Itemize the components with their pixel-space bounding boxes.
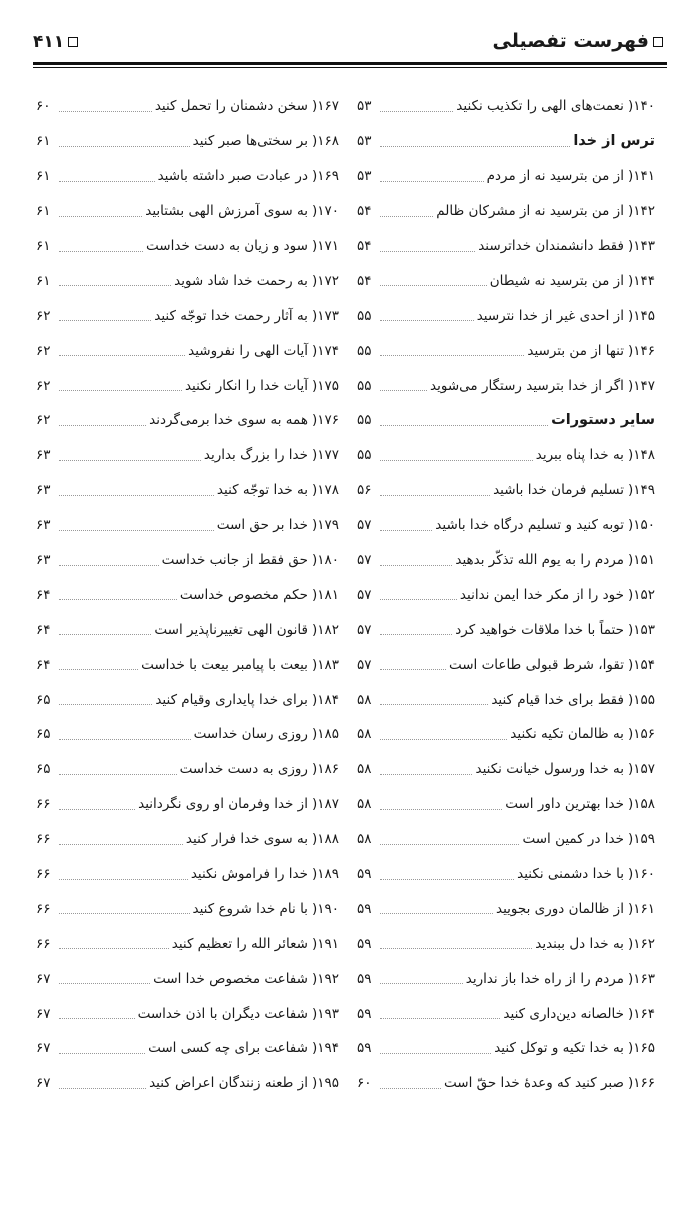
entry-title: اگر از خدا بترسید رستگار می‌شوید <box>430 377 624 394</box>
entry-number: ) ۱۴۱ <box>628 168 655 184</box>
dot-leader <box>59 1053 145 1054</box>
toc-page-number: ۵۶ <box>357 482 372 499</box>
toc-entry <box>36 891 339 926</box>
entry-number: ) ۱۹۳ <box>312 1006 339 1022</box>
toc-entry <box>36 89 339 124</box>
dot-leader <box>59 669 138 670</box>
entry-title: از من بترسید نه از مردم <box>486 168 624 185</box>
entry-number: ) ۱۸۵ <box>312 726 339 742</box>
dot-leader <box>59 111 152 112</box>
dot-leader <box>59 355 185 356</box>
entry-number: ) ۱۶۳ <box>628 971 655 987</box>
toc-entry <box>357 1066 655 1101</box>
entry-number: ) ۱۴۰ <box>628 98 655 114</box>
entry-title: حکم مخصوص خداست <box>179 586 308 603</box>
entry-number: ) ۱۹۱ <box>312 936 339 952</box>
toc-entry <box>36 438 339 473</box>
entry-number: ) ۱۴۸ <box>628 447 655 463</box>
entry-number: ) ۱۵۴ <box>628 657 655 673</box>
entry-title: از ظالمان دوری بجویید <box>496 900 624 917</box>
entry-number: ) ۱۸۳ <box>312 657 339 673</box>
dot-leader <box>380 1053 491 1054</box>
entry-number: ) ۱۷۰ <box>312 203 339 219</box>
toc-page-number: ۶۲ <box>36 307 51 324</box>
toc-entry <box>357 682 655 717</box>
toc-entry <box>357 857 655 892</box>
toc-page-number: ۵۷ <box>357 517 372 534</box>
toc-entry <box>36 577 339 612</box>
entry-number: ) ۱۷۵ <box>312 378 339 394</box>
entry-title: خالصانه دین‌داری کنید <box>503 1005 624 1022</box>
header-rule-thin <box>33 67 667 68</box>
toc-page-number: ۶۲ <box>36 377 51 394</box>
dot-leader <box>59 1018 135 1019</box>
entry-title: شفاعت برای چه کسی است <box>148 1040 308 1057</box>
dot-leader <box>380 320 474 321</box>
entry-title: برای خدا پایداری وقیام کنید <box>155 691 308 708</box>
entry-number: ) ۱۸۶ <box>312 761 339 777</box>
dot-leader <box>59 913 190 914</box>
toc-page-number: ۶۷ <box>36 970 51 987</box>
dot-leader <box>380 530 432 531</box>
toc-entry <box>36 263 339 298</box>
header-page-number <box>33 32 82 52</box>
toc-entry <box>36 229 339 264</box>
toc-page-number: ۵۹ <box>357 935 372 952</box>
toc-page-number: ۵۷ <box>357 621 372 638</box>
toc-entry <box>36 926 339 961</box>
entry-number: ) ۱۸۹ <box>312 866 339 882</box>
toc-entry <box>36 368 339 403</box>
dot-leader <box>59 460 201 461</box>
dot-leader <box>380 565 452 566</box>
toc-page-number: ۶۶ <box>36 935 51 952</box>
entry-title: آیات الهی را نفروشید <box>188 342 308 359</box>
entry-number: ) ۱۶۴ <box>628 1006 655 1022</box>
entry-number: ) ۱۴۳ <box>628 238 655 254</box>
toc-page-number: ۵۸ <box>357 761 372 778</box>
toc-page-number: ۶۶ <box>36 831 51 848</box>
toc-page-number: ۵۳ <box>357 98 372 115</box>
toc-entry <box>357 263 655 298</box>
entry-title: خدا در کمین است <box>522 831 624 848</box>
dot-leader <box>59 390 182 391</box>
entry-title: تسلیم فرمان خدا باشید <box>493 482 624 499</box>
entry-number: ) ۱۵۰ <box>628 517 655 533</box>
toc-page-number: ۵۴ <box>357 238 372 254</box>
toc-page-number: ۵۹ <box>357 970 372 987</box>
dot-leader <box>59 146 190 147</box>
entry-title: همه به سوی خدا برمی‌گردند <box>149 412 308 429</box>
entry-number: ) ۱۶۸ <box>312 133 339 149</box>
toc-entry <box>357 577 655 612</box>
entry-title: قانون الهی تغییرناپذیر است <box>154 621 308 638</box>
entry-title: حتماً با خدا ملاقات خواهید کرد <box>455 621 624 638</box>
dot-leader <box>380 669 446 670</box>
toc-entry <box>357 229 655 264</box>
entry-title: شفاعت دیگران با اذن خداست <box>137 1005 308 1022</box>
entry-number: ) ۱۷۸ <box>312 482 339 498</box>
toc-entry <box>357 647 655 682</box>
toc-entry <box>36 194 339 229</box>
header-rule-thick <box>33 62 667 65</box>
toc-column-left <box>36 89 339 1101</box>
dot-leader <box>380 704 488 705</box>
toc-page-number: ۶۱ <box>36 238 51 254</box>
dot-leader <box>380 1018 500 1019</box>
entry-title: به خدا ورسول خیانت نکنید <box>475 761 624 778</box>
toc-entry <box>357 961 655 996</box>
toc-entry <box>36 159 339 194</box>
entry-number: ) ۱۸۱ <box>312 587 339 603</box>
section-title: ترس از خدا <box>573 133 655 150</box>
dot-leader <box>380 634 452 635</box>
entry-title: با نام خدا شروع کنید <box>192 900 308 917</box>
toc-entry <box>357 333 655 368</box>
dot-leader <box>380 181 484 182</box>
section-title: سایر دستورات <box>551 412 655 429</box>
toc-entry <box>36 543 339 578</box>
entry-number: ) ۱۵۵ <box>628 692 655 708</box>
toc-page-number: ۵۹ <box>357 900 372 917</box>
dot-leader <box>380 146 570 147</box>
toc-entry <box>357 891 655 926</box>
entry-title: مردم را از راه خدا باز ندارید <box>465 970 624 987</box>
toc-entry <box>357 787 655 822</box>
entry-title: آیات خدا را انکار نکنید <box>184 377 308 394</box>
dot-leader <box>59 565 159 566</box>
header-title <box>493 30 667 52</box>
toc-page-number: ۵۹ <box>357 1005 372 1022</box>
toc-page-number: ۵۷ <box>357 586 372 603</box>
toc-entry <box>357 926 655 961</box>
toc-page-number: ۵۴ <box>357 203 372 220</box>
dot-leader <box>380 111 453 112</box>
entry-number: ) ۱۷۱ <box>312 238 339 254</box>
entry-number: ) ۱۶۶ <box>628 1075 655 1091</box>
entry-title: سخن دشمنان را تحمل کنید <box>154 98 308 115</box>
entry-number: ) ۱۵۹ <box>628 831 655 847</box>
dot-leader <box>380 739 507 740</box>
toc-page-number: ۶۳ <box>36 482 51 499</box>
toc-entry <box>36 682 339 717</box>
entry-number: ) ۱۵۲ <box>628 587 655 603</box>
toc-entry <box>36 473 339 508</box>
dot-leader <box>59 704 152 705</box>
toc-page-number: ۵۸ <box>357 691 372 708</box>
toc-page-number: ۵۷ <box>357 552 372 569</box>
dot-leader <box>59 844 183 845</box>
dot-leader <box>59 948 169 949</box>
toc-page-number: ۶۷ <box>36 1040 51 1057</box>
dot-leader <box>59 1088 146 1089</box>
dot-leader <box>59 216 142 217</box>
toc-entry <box>36 612 339 647</box>
entry-title: با خدا دشمنی نکنید <box>517 866 624 883</box>
dot-leader <box>380 355 524 356</box>
entry-title: شعائر الله را تعظیم کنید <box>171 935 308 952</box>
toc-entry <box>36 403 339 438</box>
entry-title: بر سختی‌ها صبر کنید <box>192 133 308 150</box>
toc-column-right <box>357 89 655 1101</box>
running-header <box>33 28 667 60</box>
dot-leader <box>380 599 457 600</box>
entry-title: به آثار رحمت خدا توجّه کنید <box>154 307 308 324</box>
dot-leader <box>380 948 532 949</box>
toc-entry <box>357 822 655 857</box>
dot-leader <box>380 844 519 845</box>
toc-entry <box>357 612 655 647</box>
entry-number: ) ۱۴۵ <box>628 308 655 324</box>
entry-title: شفاعت مخصوص خدا است <box>153 970 308 987</box>
entry-title: از طعنه زنندگان اعراض کنید <box>149 1075 308 1092</box>
square-bullet-icon <box>653 37 663 47</box>
entry-title: نعمت‌های الهی را تکذیب نکنید <box>456 98 624 115</box>
dot-leader <box>59 599 177 600</box>
entry-number: ) ۱۷۳ <box>312 308 339 324</box>
entry-number: ) ۱۵۶ <box>628 726 655 742</box>
toc-entry <box>36 508 339 543</box>
entry-number: ) ۱۷۷ <box>312 447 339 463</box>
toc-entry <box>357 159 655 194</box>
entry-number: ) ۱۹۵ <box>312 1075 339 1091</box>
entry-title: به سوی خدا فرار کنید <box>185 831 308 848</box>
entry-number: ) ۱۶۵ <box>628 1040 655 1056</box>
toc-entry <box>357 368 655 403</box>
dot-leader <box>380 983 463 984</box>
entry-number: ) ۱۸۷ <box>312 796 339 812</box>
toc-page-number: ۵۸ <box>357 726 372 743</box>
entry-number: ) ۱۷۲ <box>312 273 339 289</box>
entry-number: ) ۱۸۲ <box>312 622 339 638</box>
toc-entry <box>36 996 339 1031</box>
entry-title: به خدا پناه ببرید <box>535 447 624 464</box>
entry-number: ) ۱۶۹ <box>312 168 339 184</box>
toc-page-number: ۵۸ <box>357 796 372 813</box>
entry-title: به خدا توجّه کنید <box>216 482 308 499</box>
dot-leader <box>59 739 191 740</box>
dot-leader <box>380 216 433 217</box>
dot-leader <box>380 879 514 880</box>
dot-leader <box>380 1088 441 1089</box>
toc-entry <box>357 508 655 543</box>
toc-page-number: ۵۵ <box>357 447 372 464</box>
toc-entry <box>36 333 339 368</box>
toc-page-number: ۶۴ <box>36 656 51 673</box>
toc-page-number: ۵۵ <box>357 412 372 429</box>
toc-page-number: ۶۱ <box>36 203 51 220</box>
entry-number: ) ۱۶۰ <box>628 866 655 882</box>
entry-title: مردم را به یوم الله تذکّر بدهید <box>455 552 624 569</box>
toc-page-number: ۵۵ <box>357 307 372 324</box>
toc-entry <box>357 1031 655 1066</box>
toc-entry <box>36 298 339 333</box>
entry-title: خدا بر حق است <box>216 517 308 534</box>
entry-number: ) ۱۴۹ <box>628 482 655 498</box>
entry-title: تقوا، شرط قبولی طاعات است <box>448 656 624 673</box>
entry-title: از خدا وفرمان او روی نگردانید <box>138 796 308 813</box>
dot-leader <box>59 320 151 321</box>
toc-entry <box>36 961 339 996</box>
entry-title: صبر کنید که وعدهٔ خدا حقّ است <box>444 1075 624 1092</box>
entry-number: ) ۱۶۲ <box>628 936 655 952</box>
toc-entry <box>36 124 339 159</box>
toc-page-number: ۵۹ <box>357 866 372 883</box>
toc-entry <box>357 473 655 508</box>
entry-title: بیعت با پیامبر بیعت با خداست <box>141 656 308 673</box>
toc-page-number: ۵۵ <box>357 342 372 359</box>
dot-leader <box>380 285 487 286</box>
toc-page-number: ۶۴ <box>36 621 51 638</box>
toc-page-number: ۶۲ <box>36 342 51 359</box>
toc-entry <box>357 752 655 787</box>
toc-page-number: ۶۱ <box>36 168 51 185</box>
toc-page-number: ۶۷ <box>36 1005 51 1022</box>
dot-leader <box>380 495 490 496</box>
toc-entry <box>357 298 655 333</box>
toc-page-number: ۶۵ <box>36 761 51 778</box>
toc-entry <box>36 787 339 822</box>
entry-number: ) ۱۷۴ <box>312 343 339 359</box>
entry-title: به ظالمان تکیه نکنید <box>510 726 624 743</box>
dot-leader <box>380 809 502 810</box>
toc-entry <box>357 89 655 124</box>
entry-title: توبه کنید و تسلیم درگاه خدا باشید <box>435 517 624 534</box>
entry-number: ) ۱۸۰ <box>312 552 339 568</box>
toc-page-number: ۵۷ <box>357 656 372 673</box>
toc-entry <box>36 1066 339 1101</box>
dot-leader <box>380 460 533 461</box>
header-title-text: فهرست تفصیلی <box>492 30 649 52</box>
dot-leader <box>59 983 150 984</box>
toc-page-number: ۶۷ <box>36 1075 51 1092</box>
toc-page-number: ۵۴ <box>357 272 372 289</box>
toc-entry <box>357 543 655 578</box>
entry-number: ) ۱۷۹ <box>312 517 339 533</box>
dot-leader <box>59 809 135 810</box>
dot-leader <box>59 251 143 252</box>
square-bullet-icon <box>68 37 78 47</box>
toc-entry <box>36 647 339 682</box>
entry-number: ) ۱۸۸ <box>312 831 339 847</box>
entry-title: از من بترسید نه شیطان <box>489 272 624 289</box>
toc-entry <box>36 857 339 892</box>
dot-leader <box>380 390 427 391</box>
entry-title: خدا را فراموش نکنید <box>190 866 308 883</box>
toc-entry <box>357 717 655 752</box>
entry-title: خدا بهترین داور است <box>505 796 624 813</box>
toc-page-number: ۶۳ <box>36 552 51 569</box>
dot-leader <box>59 879 188 880</box>
entry-title: روزی به دست خداست <box>179 761 308 778</box>
toc-page-number: ۵۳ <box>357 133 372 150</box>
entry-number: ) ۱۴۷ <box>628 378 655 394</box>
entry-number: ) ۱۹۴ <box>312 1040 339 1056</box>
entry-title: در عبادت صبر داشته باشید <box>157 168 308 185</box>
entry-title: خود را از مکر خدا ایمن ندانید <box>459 586 624 603</box>
entry-title: روزی رسان خداست <box>193 726 308 743</box>
toc-section-heading <box>357 403 655 438</box>
toc-page-number: ۶۰ <box>36 98 51 115</box>
dot-leader <box>380 913 493 914</box>
entry-title: خدا را بزرگ بدارید <box>203 447 308 464</box>
toc-page-number: ۵۸ <box>357 831 372 848</box>
dot-leader <box>380 251 475 252</box>
dot-leader <box>59 495 214 496</box>
dot-leader <box>59 774 177 775</box>
dot-leader <box>380 425 548 426</box>
toc-page-number: ۶۶ <box>36 796 51 813</box>
dot-leader <box>59 285 171 286</box>
toc-entry <box>36 717 339 752</box>
entry-number: ) ۱۵۷ <box>628 761 655 777</box>
toc-page-number: ۶۰ <box>357 1075 372 1092</box>
toc-page-number: ۶۱ <box>36 133 51 150</box>
toc-page-number: ۶۵ <box>36 726 51 743</box>
toc-entry <box>36 1031 339 1066</box>
dot-leader <box>380 774 472 775</box>
entry-title: به خدا دل ببندید <box>535 935 624 952</box>
toc-page-number: ۵۵ <box>357 377 372 394</box>
entry-number: ) ۱۶۱ <box>628 901 655 917</box>
toc-page-number: ۶۳ <box>36 447 51 464</box>
entry-number: ) ۱۸۴ <box>312 692 339 708</box>
dot-leader <box>59 530 214 531</box>
entry-number: ) ۱۷۶ <box>312 412 339 428</box>
entry-number: ) ۱۵۸ <box>628 796 655 812</box>
toc-section-heading <box>357 124 655 159</box>
entry-number: ) ۱۴۲ <box>628 203 655 219</box>
dot-leader <box>59 634 151 635</box>
toc-entry <box>36 752 339 787</box>
toc-page-number: ۶۴ <box>36 586 51 603</box>
entry-number: ) ۱۹۰ <box>312 901 339 917</box>
toc-entry <box>357 194 655 229</box>
entry-number: ) ۱۹۲ <box>312 971 339 987</box>
toc-page-number: ۶۵ <box>36 691 51 708</box>
entry-number: ) ۱۵۳ <box>628 622 655 638</box>
toc-page-number: ۶۱ <box>36 272 51 289</box>
entry-title: فقط دانشمندان خداترسند <box>478 238 624 254</box>
entry-title: سود و زیان به دست خداست <box>146 238 308 254</box>
entry-title: به رحمت خدا شاد شوید <box>174 272 308 289</box>
toc-entry <box>357 438 655 473</box>
toc-page-number: ۶۲ <box>36 412 51 429</box>
toc-page-number: ۵۳ <box>357 168 372 185</box>
toc-entry <box>36 822 339 857</box>
entry-title: به خدا تکیه و توکل کنید <box>494 1040 624 1057</box>
entry-title: تنها از من بترسید <box>527 342 624 359</box>
entry-number: ) ۱۴۶ <box>628 343 655 359</box>
entry-number: ) ۱۶۷ <box>312 98 339 114</box>
entry-title: به سوی آمرزش الهی بشتابید <box>145 203 308 220</box>
toc-page-number: ۶۶ <box>36 866 51 883</box>
entry-title: حق فقط از جانب خداست <box>161 552 308 569</box>
toc-page-number: ۶۳ <box>36 517 51 534</box>
entry-title: از من بترسید نه از مشرکان ظالم <box>436 203 624 220</box>
toc-entry <box>357 996 655 1031</box>
entry-number: ) ۱۴۴ <box>628 273 655 289</box>
page-number-text: ۴۱۱ <box>33 32 65 52</box>
toc-page-number: ۶۶ <box>36 900 51 917</box>
dot-leader <box>59 181 155 182</box>
entry-title: فقط برای خدا قیام کنید <box>491 691 624 708</box>
dot-leader <box>59 425 146 426</box>
toc-page-number: ۵۹ <box>357 1040 372 1057</box>
entry-title: از احدی غیر از خدا نترسید <box>476 307 624 324</box>
entry-number: ) ۱۵۱ <box>628 552 655 568</box>
